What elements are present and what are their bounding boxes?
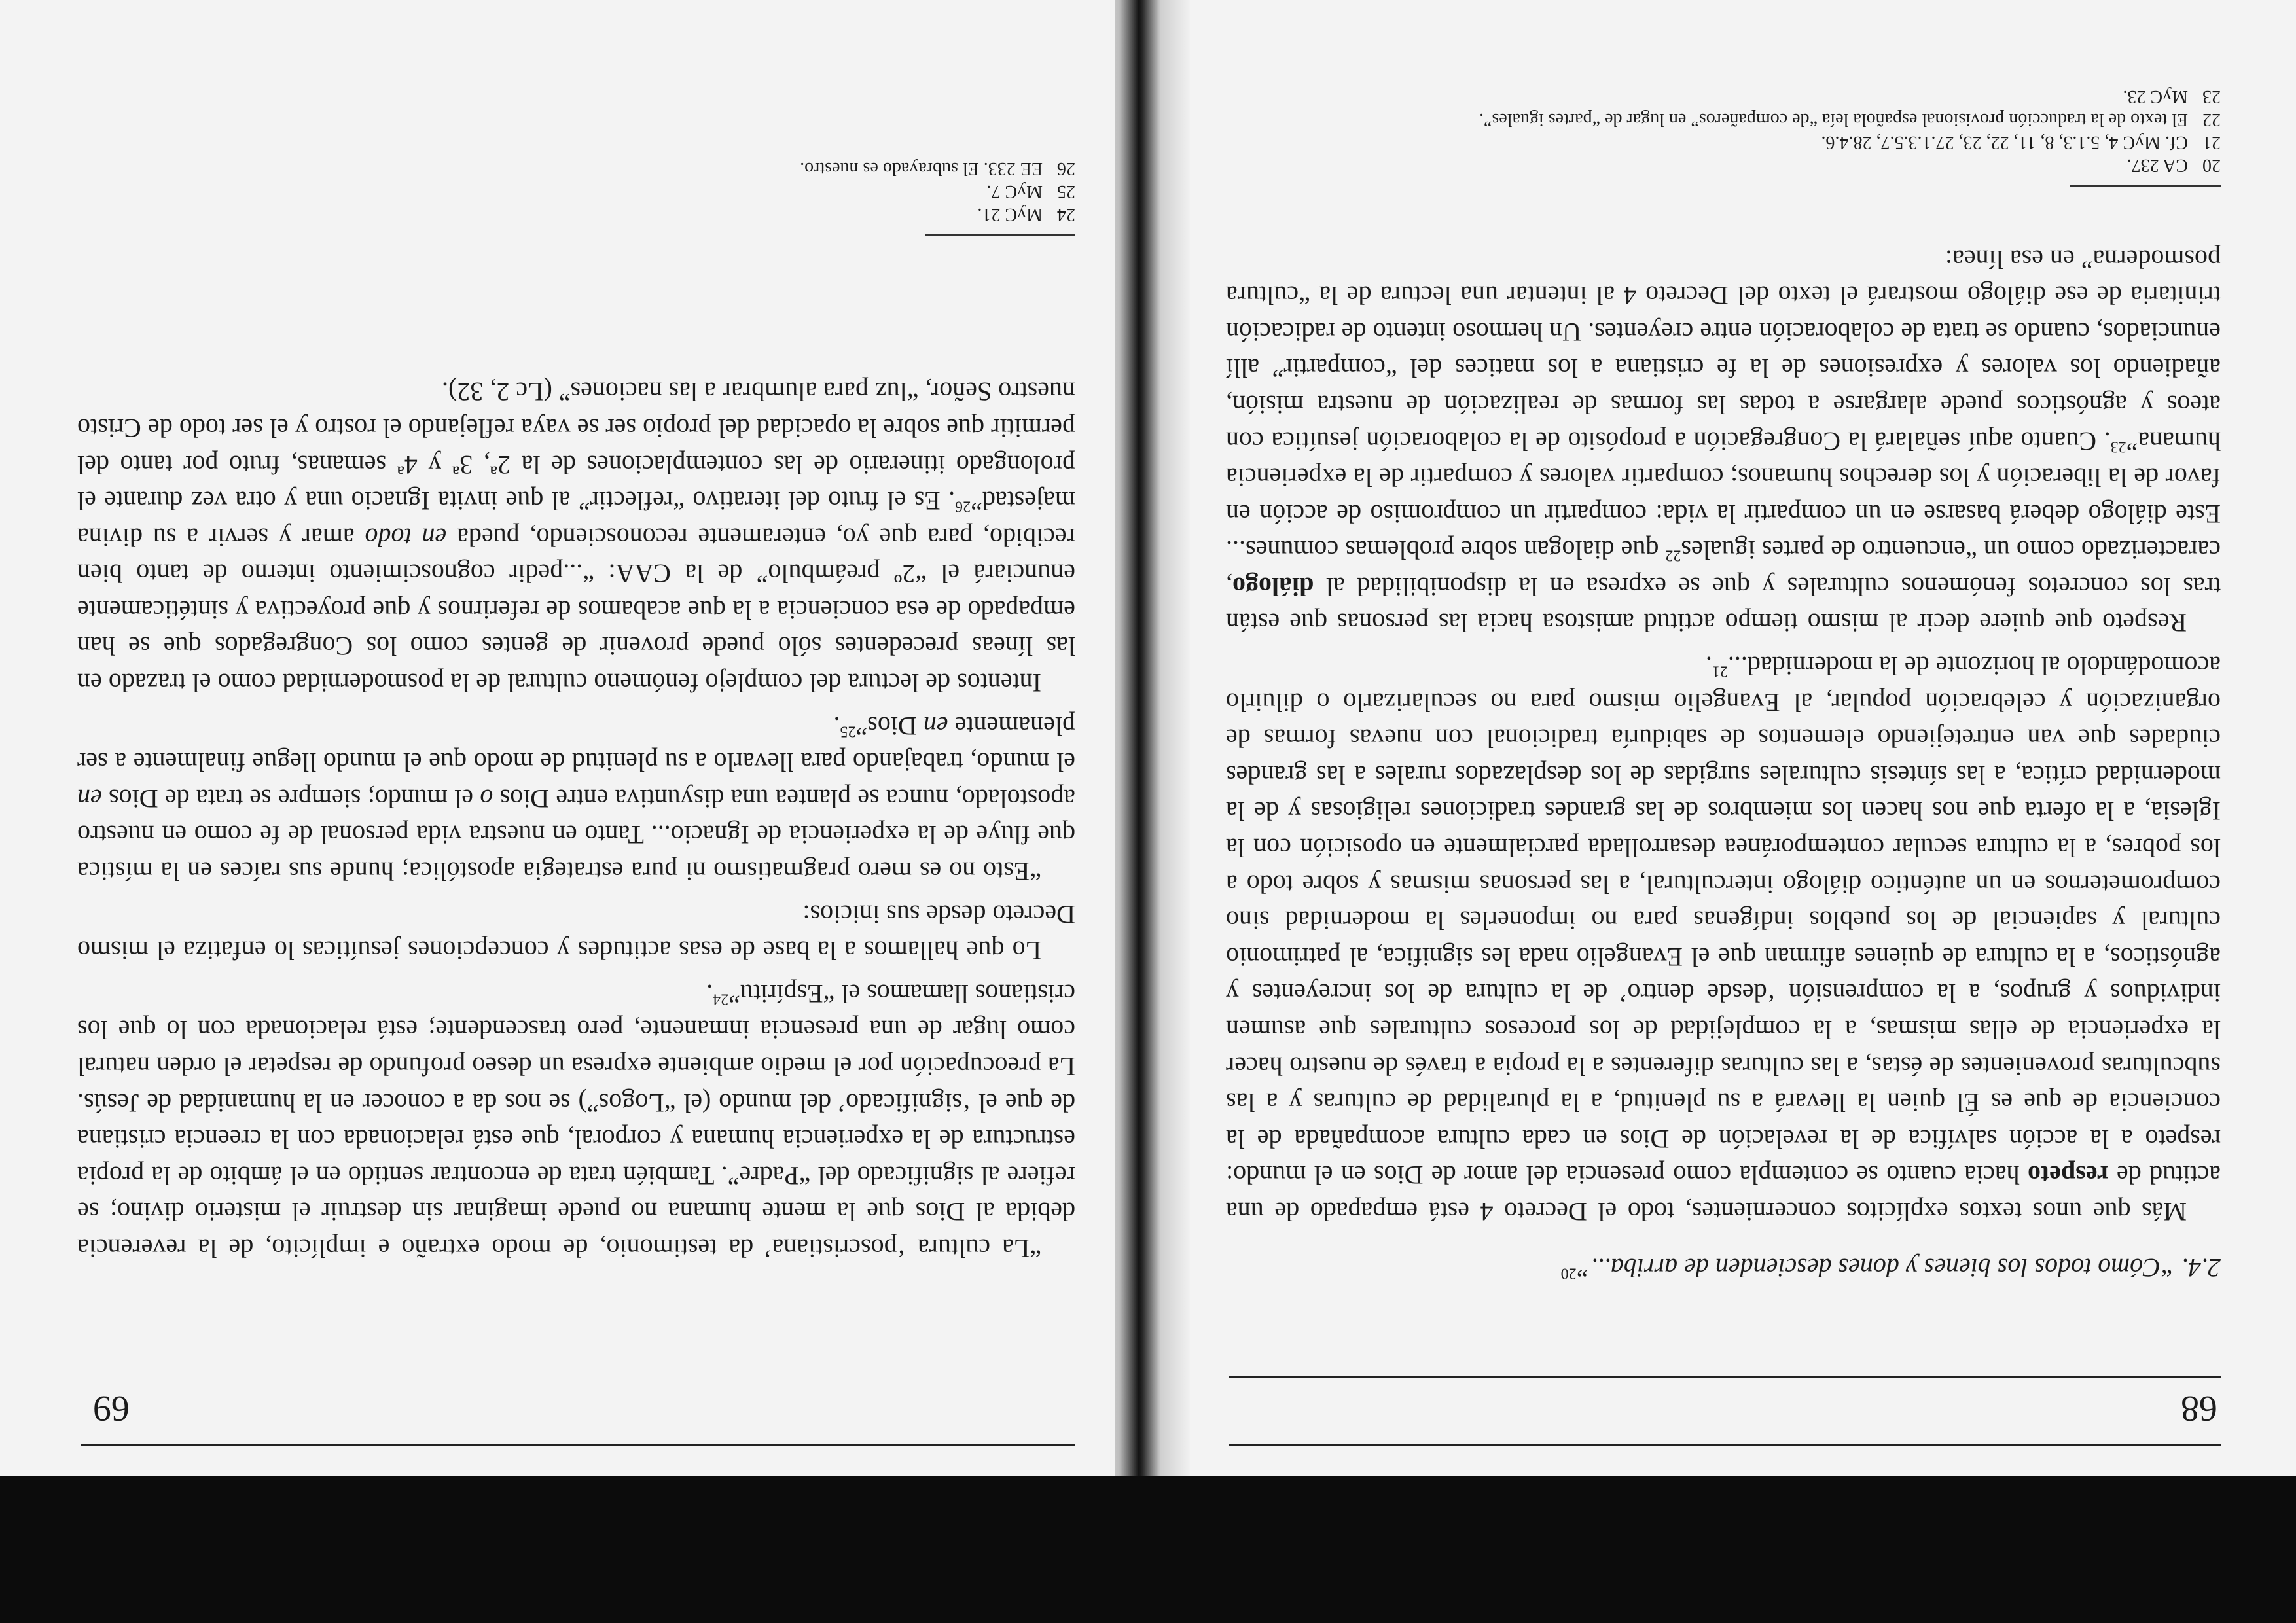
page-69 xyxy=(0,0,1115,1476)
footnote: 22El texto de la traducción provisional española leía “de compañeros” en lugar de “partes iguales”. xyxy=(1479,109,2221,130)
page-number: 69 xyxy=(93,1388,130,1429)
header-rule-bottom xyxy=(1229,1376,2221,1378)
body-text xyxy=(77,374,1075,1266)
header-rule-top xyxy=(1229,1444,2221,1446)
footnote-rule xyxy=(2070,185,2221,187)
footnotes xyxy=(77,157,1075,226)
footnotes xyxy=(1226,85,2221,177)
page-number: 68 xyxy=(2181,1388,2217,1429)
footnote: 23MyC 23. xyxy=(2123,86,2221,107)
scanner-edge xyxy=(0,1476,2296,1623)
page-68 xyxy=(1167,0,2296,1476)
section-heading: 2.4. “Cómo todos los bienes y dones descienden de arriba...”$^{20}$ xyxy=(1560,1253,2221,1283)
paragraph: Respeto que quiere decir al mismo tiempo actitud amistosa hacia las personas que están tras los concretos fenómenos culturales y que se expresa en la disponibilidad al diálogo, caracterizado como un “encuentro de partes iguales$^{22}$ que dialogan sobre problemas comunes... Este diálogo deberá basarse en un compartir la vida: compartir un compromiso de acción en favor de la liberación y los derechos humanos; compartir valores y compartir de la experiencia humana”$^{23}$. Cuanto aquí señalará la Congregación a propósito de la colaboración jesuítica con ateos y agnósticos puede alargarse a todas las formas de realización de nuestra misión, añadiendo los valores y expresiones de la fe cristiana a los matices del “compartir” allí enunciados, cuando se trata de colaboración entre creyentes. Un hermoso intento de radicación trinitaria de ese diálogo mostrará el texto del Decreto 4 al intentar una lectura de la “cultura posmoderna” en esa línea: xyxy=(1226,244,2221,638)
footnote: 24MyC 21. xyxy=(977,204,1075,224)
paragraph: Intentos de lectura del complejo fenómeno cultural de la posmodernidad como el trazado en las líneas precedentes sólo puede provenir de gentes como los Congregados que se han empapado de esa conciencia a la que acabamos de referirnos y que proyectiva y sintéticamente enunciará el “2º preámbulo” de la CAA: “...pedir cognoscimiento interno de tanto bien recibido, para que yo, enteramente reconosciendo, pueda en todo amar y servir a su divina majestad”$^{26}$. Es el fruto del iterativo “reflectir” al que invita Ignacio una y otra vez durante el prolongado itinerario de las contemplaciones de la 2ª, 3ª y 4ª semanas, fruto por tanto del permitir que sobre la opacidad del propio ser se vaya reflejando el rostro y el ser todo de Cristo nuestro Señor, “luz para alumbrar a las naciones” (Lc 2, 32). xyxy=(77,377,1075,698)
footnote: 26EE 233. El subrayado es nuestro. xyxy=(800,158,1075,179)
header-rule-top xyxy=(81,1444,1075,1446)
footnote: 20CA 237. xyxy=(2126,155,2221,175)
paragraph: Lo que hallamos a la base de esas actitudes y concepciones jesuíticas lo enfatiza el mismo Decreto desde sus inicios: xyxy=(77,899,1075,966)
paragraph: “Esto no es mero pragmatismo ni pura estrategia apostólica; hunde sus raíces en la mística que fluye de la experiencia de Ignacio... Tanto en nuestra vida personal de fe como en nuestro apostolado, nunca se plantea una disyuntiva entre Dios o el mundo; siempre se trata de Dios en el mundo, trabajando para llevarlo a su plenitud de modo que el mundo llegue finalmente a ser plenamente en Dios”$^{25}$. xyxy=(77,711,1075,887)
paragraph: Más que unos textos explícitos concernientes, todo el Decreto 4 está empapado de una actitud de respeto hacia cuanto se contempla como presencia del amor de Dios en el mundo: respeto a la acción salvífica de la revelación de Dios en cada cultura acompañada de la conciencia de que es Él quien la llevará a su plenitud, a la pluralidad de culturas y a las subculturas provenientes de éstas, a las culturas diferentes a la propia a través de nuestro hacer la experiencia de ellas mismas, a la complejidad de los procesos culturales que asumen individuos y grupos, a la comprensión ‘desde dentro’ de la cultura de los increyentes y agnósticos, a la cultura de quienes afirman que el Evangelio nada les significa, al patrimonio cultural y sapiencial de los pueblos indígenas para no imponerles la modernidad sino comprometernos en un auténtico diálogo intercultural, a las personas mismas y sobre todo a los pobres, a la cultura secular contemporánea desarrollada parcialmente en oposición con la Iglesia, a la oferta que nos hacen los miembros de las grandes tradiciones religiosas y de la modernidad crítica, a las síntesis culturales surgidas de los desplazados rurales a las grandes ciudades que van entretejiendo elementos de sabiduría tradicional con nuevas formas de organización y celebración popular, al Evangelio mismo para no secularizarlo o diluirlo acomodándolo al horizonte de la modernidad...$^{21}$. xyxy=(1226,651,2221,1226)
paragraph: “La cultura ‘poscristiana’ da testimonio, de modo extraño e implícito, de la reverencia debida al Dios que la mente humana no puede imaginar sin destruir el misterio divino; se refiere al significado del “Padre”. También trata de encontrar sentido en el ámbito de la propia estructura de la experiencia humana y corporal, que está relacionada con la creencia cristiana de que el ‘significado’ del mundo (el “Logos”) se nos da a conocer en la humanidad de Jesús. La preocupación por el medio ambiente expresa un deseo profundo de respetar el orden natural como lugar de una presencia inmanente, pero trascendente; está relacionada con lo que los cristianos llamamos el “Espíritu”$^{24}$. xyxy=(77,978,1075,1263)
body-text xyxy=(1226,241,2221,1286)
footnote: 21Cf. MyC 4, 5.1.3, 8, 11, 22, 23, 27.1.3.5.7, 28.4.6. xyxy=(1821,132,2221,152)
footnote-rule xyxy=(925,234,1075,236)
footnote: 25MyC 7. xyxy=(986,181,1075,202)
